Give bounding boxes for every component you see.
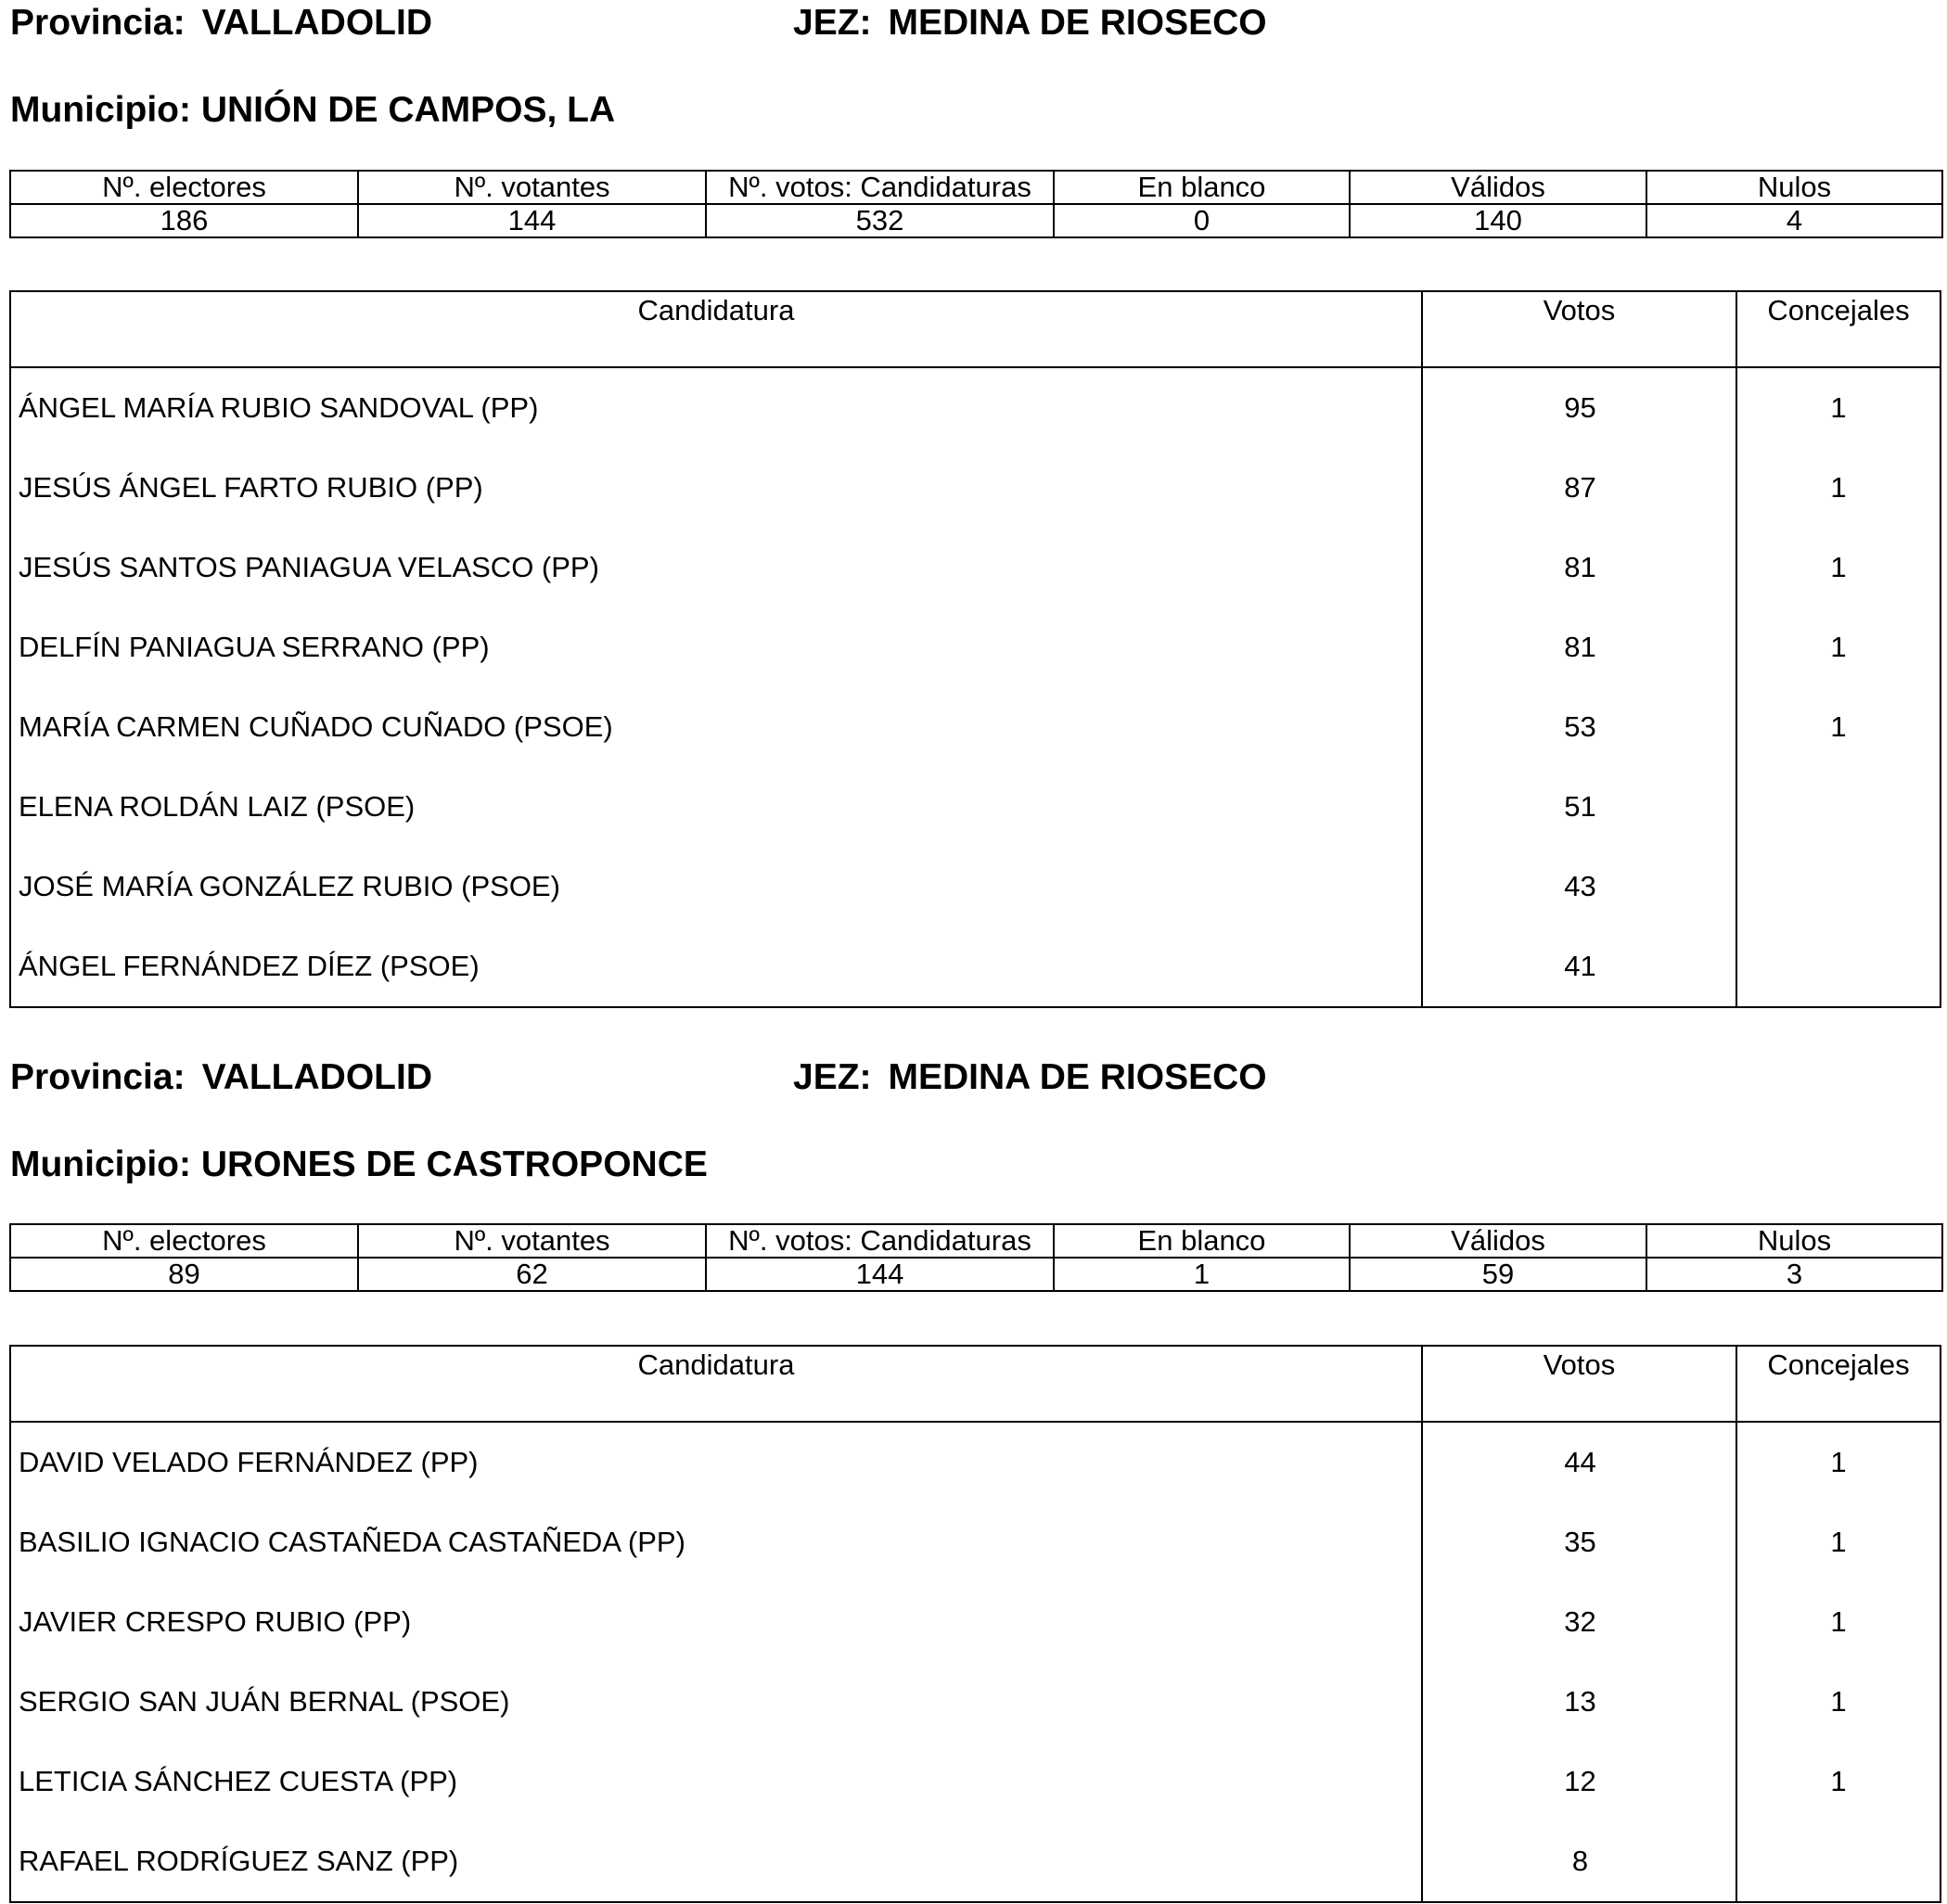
candidate-votes: 81 xyxy=(1564,631,1596,663)
jez-label: JEZ: xyxy=(793,3,872,43)
candidate-votes: 32 xyxy=(1564,1605,1596,1638)
provincia-label: Provincia: xyxy=(10,3,186,43)
candidate-name: LETICIA SÁNCHEZ CUESTA (PP) xyxy=(19,1765,458,1797)
summary-header-en-blanco: En blanco xyxy=(1054,1224,1350,1258)
candidate-name: DELFÍN PANIAGUA SERRANO (PP) xyxy=(19,631,490,663)
candidates-body xyxy=(11,1423,1940,1901)
candidates-header xyxy=(11,292,1940,368)
candidate-row xyxy=(11,528,1940,607)
municipio-label: Municipio: xyxy=(10,90,191,130)
municipio-heading xyxy=(10,89,615,132)
municipio-value: UNIÓN DE CAMPOS, LA xyxy=(200,90,616,130)
summary-header-nulos: Nulos xyxy=(1646,171,1942,204)
candidate-row xyxy=(11,1502,1940,1582)
candidate-votes: 43 xyxy=(1564,870,1596,902)
candidate-name: JOSÉ MARÍA GONZÁLEZ RUBIO (PSOE) xyxy=(19,870,560,902)
summary-header-validos: Válidos xyxy=(1350,171,1646,204)
candidate-seats: 1 xyxy=(1830,1526,1847,1558)
provincia-value: VALLADOLID xyxy=(201,3,432,43)
candidate-row xyxy=(11,926,1940,1006)
municipio-value: URONES DE CASTROPONCE xyxy=(200,1144,708,1184)
summary-header-nulos: Nulos xyxy=(1646,1224,1942,1258)
summary-header-row xyxy=(10,171,1942,204)
jez-value: MEDINA DE RIOSECO xyxy=(888,1057,1267,1097)
candidate-name: SERGIO SAN JUÁN BERNAL (PSOE) xyxy=(19,1685,510,1718)
summary-value-row xyxy=(10,1258,1942,1291)
summary-value-nulos: 3 xyxy=(1646,1258,1942,1291)
candidate-seats: 1 xyxy=(1830,631,1847,663)
provincia-heading xyxy=(10,2,432,45)
candidate-row xyxy=(11,687,1940,767)
candidate-row xyxy=(11,1821,1940,1901)
candidate-seats: 1 xyxy=(1830,391,1847,424)
summary-value-nulos: 4 xyxy=(1646,204,1942,237)
summary-value-en-blanco: 1 xyxy=(1054,1258,1350,1291)
candidate-row xyxy=(11,607,1940,687)
municipio-heading xyxy=(10,1144,708,1186)
summary-header-electores: Nº. electores xyxy=(10,1224,358,1258)
summary-value-votos-candidaturas: 532 xyxy=(706,204,1054,237)
candidate-votes: 12 xyxy=(1564,1765,1596,1797)
candidate-row xyxy=(11,448,1940,528)
summary-table xyxy=(9,170,1943,238)
candidate-seats: 1 xyxy=(1830,471,1847,504)
candidate-votes: 41 xyxy=(1564,950,1596,982)
summary-value-electores: 186 xyxy=(10,204,358,237)
header-concejales: Concejales xyxy=(1736,292,1940,366)
summary-header-votos-candidaturas: Nº. votos: Candidaturas xyxy=(706,171,1054,204)
candidates-body xyxy=(11,368,1940,1006)
candidate-row xyxy=(11,368,1940,448)
summary-header-row xyxy=(10,1224,1942,1258)
candidate-votes: 8 xyxy=(1571,1845,1589,1877)
summary-value-en-blanco: 0 xyxy=(1054,204,1350,237)
header-votos: Votos xyxy=(1421,1347,1736,1421)
candidate-row xyxy=(11,767,1940,847)
candidate-name: ÁNGEL FERNÁNDEZ DÍEZ (PSOE) xyxy=(19,950,480,982)
summary-value-votantes: 62 xyxy=(358,1258,706,1291)
candidate-name: ELENA ROLDÁN LAIZ (PSOE) xyxy=(19,790,416,823)
jez-heading xyxy=(793,1056,1267,1099)
summary-value-votos-candidaturas: 144 xyxy=(706,1258,1054,1291)
candidate-row xyxy=(11,1423,1940,1502)
summary-header-electores: Nº. electores xyxy=(10,171,358,204)
candidate-votes: 35 xyxy=(1564,1526,1596,1558)
candidate-seats: 1 xyxy=(1830,1685,1847,1718)
candidate-seats: 1 xyxy=(1830,551,1847,583)
candidate-votes: 81 xyxy=(1564,551,1596,583)
candidate-votes: 44 xyxy=(1564,1446,1596,1478)
candidate-seats: 1 xyxy=(1830,1446,1847,1478)
summary-header-votantes: Nº. votantes xyxy=(358,1224,706,1258)
candidate-name: ÁNGEL MARÍA RUBIO SANDOVAL (PP) xyxy=(19,391,539,424)
candidate-row xyxy=(11,1662,1940,1742)
candidate-votes: 13 xyxy=(1564,1685,1596,1718)
summary-value-row xyxy=(10,204,1942,237)
summary-value-electores: 89 xyxy=(10,1258,358,1291)
provincia-label: Provincia: xyxy=(10,1057,186,1097)
summary-header-validos: Válidos xyxy=(1350,1224,1646,1258)
candidates-header xyxy=(11,1347,1940,1423)
summary-header-en-blanco: En blanco xyxy=(1054,171,1350,204)
candidate-votes: 53 xyxy=(1564,710,1596,743)
header-candidatura: Candidatura xyxy=(637,294,795,326)
summary-value-validos: 140 xyxy=(1350,204,1646,237)
header-votos: Votos xyxy=(1421,292,1736,366)
candidate-row xyxy=(11,1582,1940,1662)
summary-value-validos: 59 xyxy=(1350,1258,1646,1291)
candidate-seats: 1 xyxy=(1830,1605,1847,1638)
candidate-name: JESÚS ÁNGEL FARTO RUBIO (PP) xyxy=(19,471,483,504)
candidates-table xyxy=(9,290,1941,1008)
candidate-name: DAVID VELADO FERNÁNDEZ (PP) xyxy=(19,1446,479,1478)
candidate-seats: 1 xyxy=(1830,1765,1847,1797)
candidate-votes: 95 xyxy=(1564,391,1596,424)
candidate-row xyxy=(11,847,1940,926)
candidates-table xyxy=(9,1345,1941,1903)
jez-label: JEZ: xyxy=(793,1057,872,1097)
candidate-name: JAVIER CRESPO RUBIO (PP) xyxy=(19,1605,412,1638)
summary-table xyxy=(9,1223,1943,1292)
jez-value: MEDINA DE RIOSECO xyxy=(888,3,1267,43)
jez-heading xyxy=(793,2,1267,45)
summary-value-votantes: 144 xyxy=(358,204,706,237)
summary-header-votantes: Nº. votantes xyxy=(358,171,706,204)
header-concejales: Concejales xyxy=(1736,1347,1940,1421)
municipio-label: Municipio: xyxy=(10,1144,191,1184)
candidate-name: MARÍA CARMEN CUÑADO CUÑADO (PSOE) xyxy=(19,710,613,743)
header-candidatura: Candidatura xyxy=(637,1348,795,1381)
candidate-row xyxy=(11,1742,1940,1821)
summary-header-votos-candidaturas: Nº. votos: Candidaturas xyxy=(706,1224,1054,1258)
candidate-name: RAFAEL RODRÍGUEZ SANZ (PP) xyxy=(19,1845,459,1877)
provincia-heading xyxy=(10,1056,432,1099)
candidate-name: JESÚS SANTOS PANIAGUA VELASCO (PP) xyxy=(19,551,599,583)
candidate-name: BASILIO IGNACIO CASTAÑEDA CASTAÑEDA (PP) xyxy=(19,1526,685,1558)
candidate-seats: 1 xyxy=(1830,710,1847,743)
provincia-value: VALLADOLID xyxy=(201,1057,432,1097)
candidate-votes: 87 xyxy=(1564,471,1596,504)
candidate-votes: 51 xyxy=(1564,790,1596,823)
